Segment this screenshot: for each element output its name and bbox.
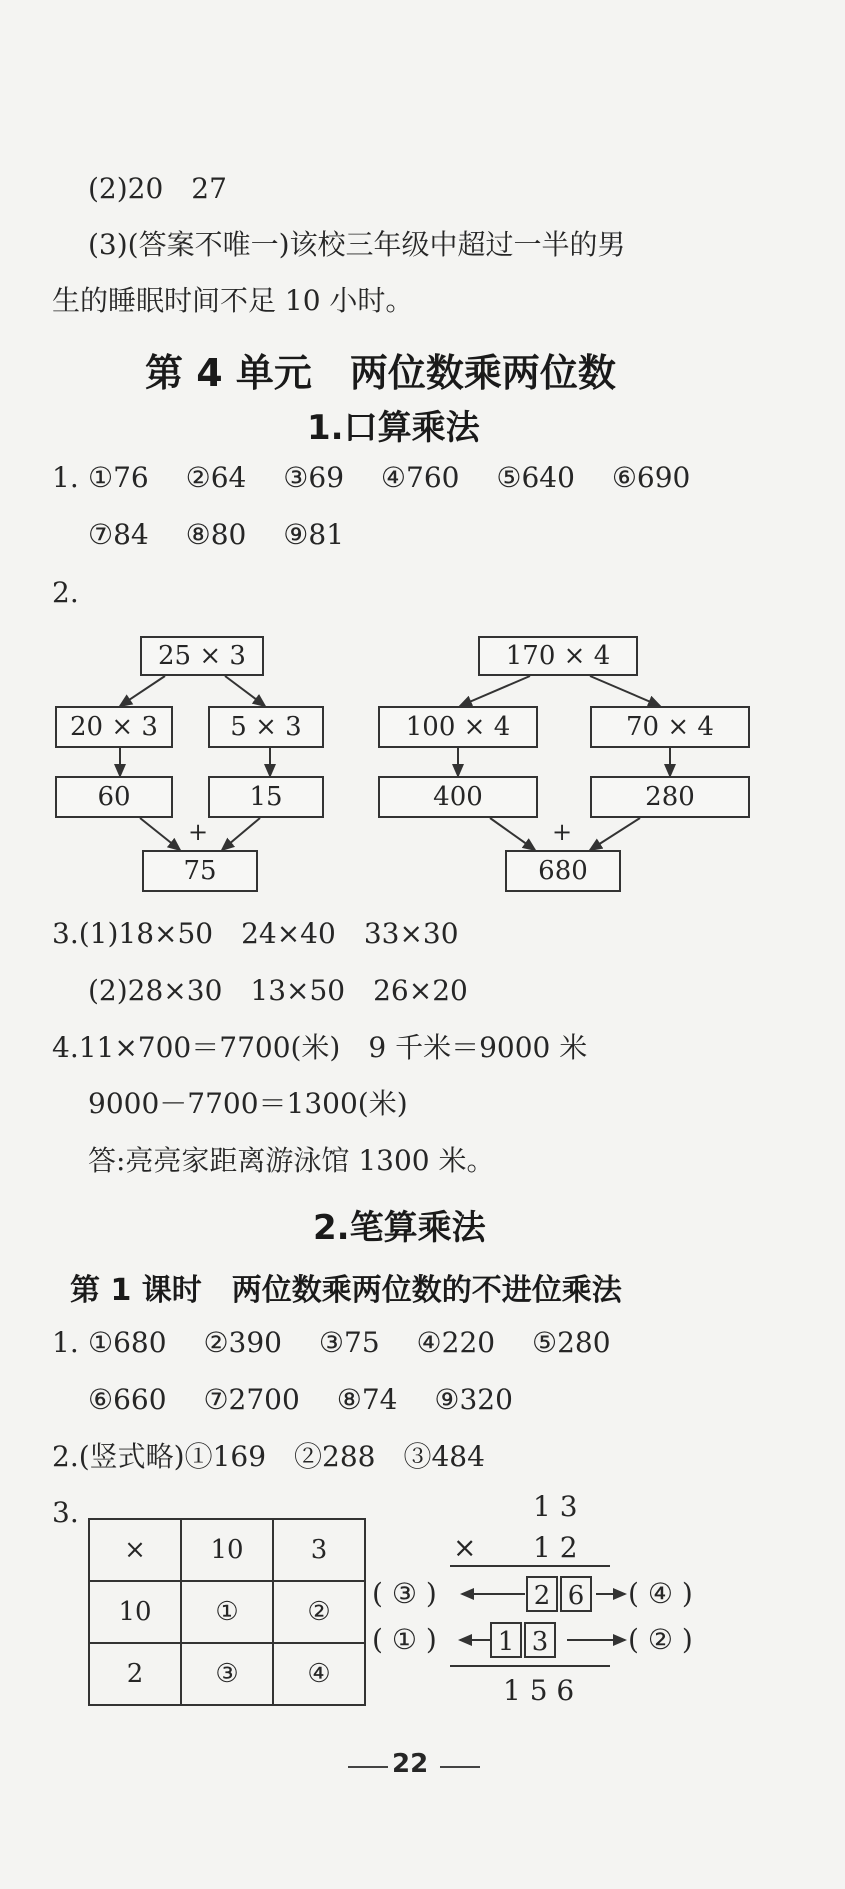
calc-row1-right-label: ( ④ ) — [628, 1577, 693, 1610]
calc-row1-left-label: ( ③ ) — [372, 1577, 437, 1610]
s2-q1-row1 — [88, 1326, 639, 1360]
grid-cell: ③ — [181, 1643, 273, 1705]
tree2-plus: + — [552, 818, 573, 846]
list-item: ⑤280 — [532, 1326, 611, 1359]
grid-cell: 2 — [89, 1643, 181, 1705]
list-item: ⑧80 — [185, 518, 247, 551]
s2-q1-label: 1. — [52, 1326, 79, 1359]
grid-cell: 10 — [181, 1519, 273, 1581]
q4-line3: 答:亮亮家距离游泳馆 1300 米。 — [88, 1144, 495, 1177]
s2-q2: 2.(竖式略)①169 ②288 ③484 — [52, 1440, 485, 1473]
calc-row2-left-label: ( ① ) — [372, 1623, 437, 1656]
q3-line1: 3.(1)18×50 24×40 33×30 — [52, 917, 459, 950]
section-title-2: 2.笔算乘法 — [313, 1208, 486, 1248]
calc-row2-right-label: ( ② ) — [628, 1623, 693, 1656]
tree1-right-result: 15 — [208, 776, 324, 818]
grid-cell: ② — [273, 1581, 365, 1643]
grid-cell: ① — [181, 1581, 273, 1643]
calc-top-number: 1 3 — [533, 1490, 578, 1523]
lesson-title: 第 1 课时 两位数乘两位数的不进位乘法 — [70, 1273, 622, 1308]
tree2-top: 170 × 4 — [478, 636, 638, 676]
calc-result: 1 5 6 — [503, 1674, 575, 1707]
tree1-right: 5 × 3 — [208, 706, 324, 748]
divider — [440, 1766, 480, 1768]
answer-2: (2)20 27 — [88, 172, 227, 205]
list-item: ⑧74 — [336, 1383, 398, 1416]
list-item: ⑤640 — [496, 461, 575, 494]
digit-box: 2 — [526, 1576, 558, 1612]
q4-line2: 9000－7700＝1300(米) — [88, 1087, 408, 1120]
table-row — [89, 1643, 365, 1705]
tree2-left-result: 400 — [378, 776, 538, 818]
q2-label: 2. — [52, 576, 79, 609]
answer-3-line1: (3)(答案不唯一)该校三年级中超过一半的男 — [88, 228, 626, 261]
s2-q1-row2 — [88, 1383, 541, 1417]
list-item: ⑨320 — [434, 1383, 513, 1416]
list-item: ⑦84 — [88, 518, 149, 551]
calc-times-sign: × — [453, 1531, 477, 1564]
calc-row1-digits — [526, 1576, 594, 1612]
tree1-left-result: 60 — [55, 776, 173, 818]
tree1-plus: + — [188, 818, 209, 846]
tree1-left: 20 × 3 — [55, 706, 173, 748]
list-item: ②64 — [185, 461, 247, 494]
grid-cell: ④ — [273, 1643, 365, 1705]
tree1-sum: 75 — [142, 850, 258, 892]
list-item: ⑦2700 — [203, 1383, 300, 1416]
tree2-sum: 680 — [505, 850, 621, 892]
tree2-right-result: 280 — [590, 776, 750, 818]
table-row — [89, 1519, 365, 1581]
list-item: ②390 — [203, 1326, 282, 1359]
multiplication-grid — [88, 1518, 366, 1706]
calc-multiplier: 1 2 — [533, 1531, 578, 1564]
s2-q3-label: 3. — [52, 1496, 79, 1529]
grid-cell: 3 — [273, 1519, 365, 1581]
grid-cell: 10 — [89, 1581, 181, 1643]
list-item: ④760 — [380, 461, 460, 494]
list-item: ⑨81 — [283, 518, 345, 551]
q4-line1: 4.11×700＝7700(米) 9 千米＝9000 米 — [52, 1031, 588, 1064]
calc-row2-digits — [490, 1622, 558, 1658]
tree1-top: 25 × 3 — [140, 636, 264, 676]
q3-line2: (2)28×30 13×50 26×20 — [88, 974, 468, 1007]
tree2-left: 100 × 4 — [378, 706, 538, 748]
divider — [348, 1766, 388, 1768]
list-item: ⑥660 — [88, 1383, 167, 1416]
q1-label: 1. — [52, 461, 79, 494]
digit-box: 3 — [524, 1622, 556, 1658]
page-number: 22 — [392, 1749, 429, 1779]
section-title-1: 1.口算乘法 — [307, 408, 480, 448]
digit-box: 1 — [490, 1622, 522, 1658]
list-item: ⑥690 — [611, 461, 691, 494]
digit-box: 6 — [560, 1576, 592, 1612]
list-item: ①680 — [88, 1326, 167, 1359]
list-item: ③69 — [283, 461, 345, 494]
table-row — [89, 1581, 365, 1643]
list-item: ④220 — [416, 1326, 496, 1359]
unit-title: 第 4 单元 两位数乘两位数 — [145, 351, 616, 395]
grid-cell: × — [89, 1519, 181, 1581]
list-item: ③75 — [318, 1326, 380, 1359]
list-item: ①76 — [88, 461, 149, 494]
tree2-right: 70 × 4 — [590, 706, 750, 748]
answer-3-line2: 生的睡眠时间不足 10 小时。 — [52, 284, 414, 317]
